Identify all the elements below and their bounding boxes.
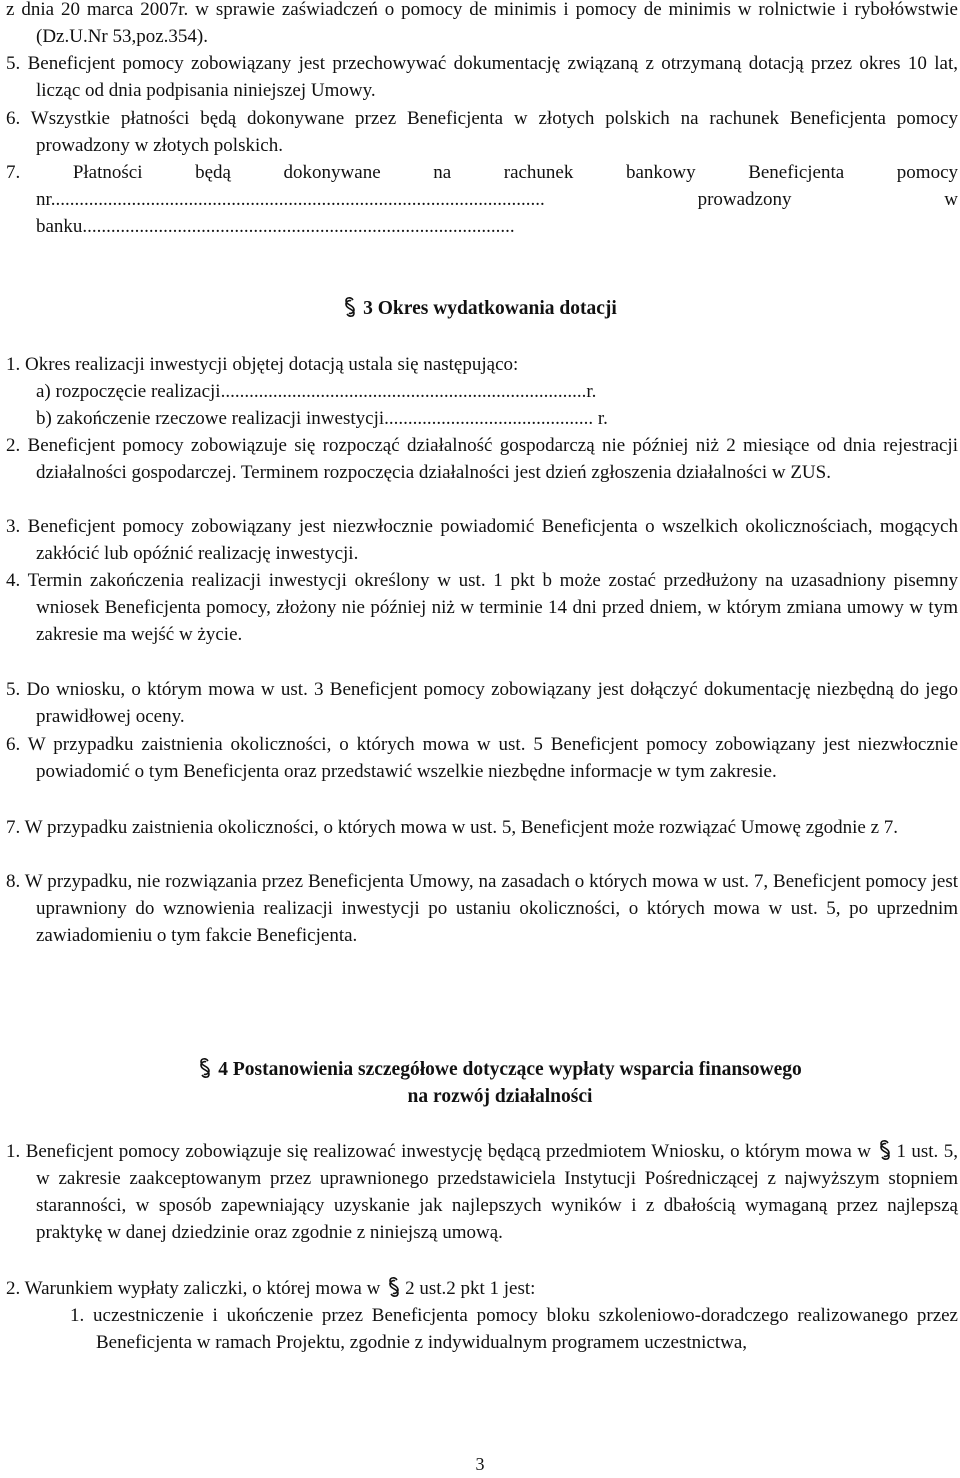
paragraph-5: 5. Beneficjent pomocy zobowiązany jest przechowywać dokumentację związaną z otrzymaną dotacją przez okres 10 lat, licząc od dnia podpisania niniejszej Umowy. [6,53,958,101]
paragraph-6: 6. Wszystkie płatności będą dokonywane przez Beneficjenta w złotych polskich na rachunek Beneficjenta pomocy prowadzony w złotych polskich. [6,108,958,156]
section-3-item-b: b) zakończenie rzeczowe realizacji inwestycji............................................ r. [36,408,608,429]
section-4-title-line-1: 4 Postanowienia szczegółowe dotyczące wypłaty wsparcia finansowego [218,1059,802,1080]
section-3-heading [0,295,960,322]
section-3-paragraph-3: 3. Beneficjent pomocy zobowiązany jest niezwłocznie powiadomić Beneficjenta o wszelkich okolicznościach, mogących zakłócić lub opóźnić realizację inwestycji. [6,516,958,564]
section-3-paragraph-4: 4. Termin zakończenia realizacji inwestycji określony w ust. 1 pkt b może zostać przedłużony na uzasadniony pisemny wniosek Beneficjenta pomocy, złożony nie później niż w terminie 14 dni przed dniem, w którym zmiana umowy w tym zakresie ma wejść w życie. [6,570,958,645]
section-3-paragraph-1: 1. Okres realizacji inwestycji objętej dotacją ustala się następująco: [6,354,519,375]
paragraph-7: 7. Płatności będą dokonywane na rachunek bankowy Beneficjenta pomocy nr........................................................................................................ prowadzony w banku........................................................................................... [6,162,958,237]
section-3-paragraph-8: 8. W przypadku, nie rozwiązania przez Beneficjenta Umowy, na zasadach o których mowa w ust. 7, Beneficjent pomocy jest uprawniony do wznowienia realizacji inwestycji po ustaniu okoliczności, o których mowa w ust. 5, po uprzednim zawiadomieniu o tym fakcie Beneficjenta. [6,871,958,946]
section-3-paragraph-6: 6. W przypadku zaistnienia okoliczności, o których mowa w ust. 5 Beneficjent pomocy zobowiązany jest niezwłocznie powiadomić o tym Beneficjenta oraz przedstawić wszelkie niezbędne informacje w tym zakresie. [6,734,958,782]
section-sign-icon [198,1057,212,1079]
section-3-paragraph-2: 2. Beneficjent pomocy zobowiązuje się rozpocząć działalność gospodarczą nie później niż 2 miesiące od dnia rejestracji działalności gospodarczej. Terminem rozpoczęcia działalności jest dzień zgłoszenia działalności w ZUS. [6,435,958,483]
section-4-paragraph-1 [6,1138,958,1246]
section-4-item-1: 1. uczestniczenie i ukończenie przez Beneficjenta pomocy bloku szkoleniowo-doradczego realizowanego przez Beneficjenta w ramach Projektu, zgodnie z indywidualnym programem uczestnictwa, [70,1305,958,1353]
section-3-paragraph-5: 5. Do wniosku, o którym mowa w ust. 3 Beneficjent pomocy zobowiązany jest dołączyć dokumentację niezbędną do jego prawidłowej oceny. [6,679,958,727]
section-4-paragraph-2 [6,1275,958,1302]
section-4-paragraph-1-part-2: 1 ust. 5, w zakresie zaakceptowanym przez uprawnionego przedstawiciela Instytucji Pośredniczącej z najwyższym stopniem staranności, w sposób zapewniający uzyskanie jak najlepszych wyników i z dbałością wymaganą przez najlepszą praktykę w danej dziedzinie oraz zgodnie z niniejszą umową. [36,1141,958,1243]
intro-continuation: z dnia 20 marca 2007r. w sprawie zaświadczeń o pomocy de minimis i pomocy de minimis w rolnictwie i rybołówstwie (Dz.U.Nr 53,poz.354). [6,0,958,47]
section-4-paragraph-1-part-1: 1. Beneficjent pomocy zobowiązuje się realizować inwestycję będącą przedmiotem Wniosku, o którym mowa w [6,1141,871,1162]
section-sign-icon [878,1139,892,1161]
section-3-item-a: a) rozpoczęcie realizacji.............................................................................r. [36,381,597,402]
page-number: 3 [475,1454,485,1474]
section-3-title: 3 Okres wydatkowania dotacji [363,298,617,319]
section-sign-icon [343,296,357,318]
section-3-paragraph-7: 7. W przypadku zaistnienia okoliczności, o których mowa w ust. 5, Beneficjent może rozwiązać Umowę zgodnie z 7. [6,817,899,838]
section-4-paragraph-2-part-1: 2. Warunkiem wypłaty zaliczki, o której mowa w [6,1278,381,1299]
section-4-heading [0,1056,960,1110]
section-sign-icon [387,1276,401,1298]
section-4-title-line-2: na rozwój działalności [407,1086,593,1107]
section-4-paragraph-2-part-2: 2 ust.2 pkt 1 jest: [405,1278,536,1299]
